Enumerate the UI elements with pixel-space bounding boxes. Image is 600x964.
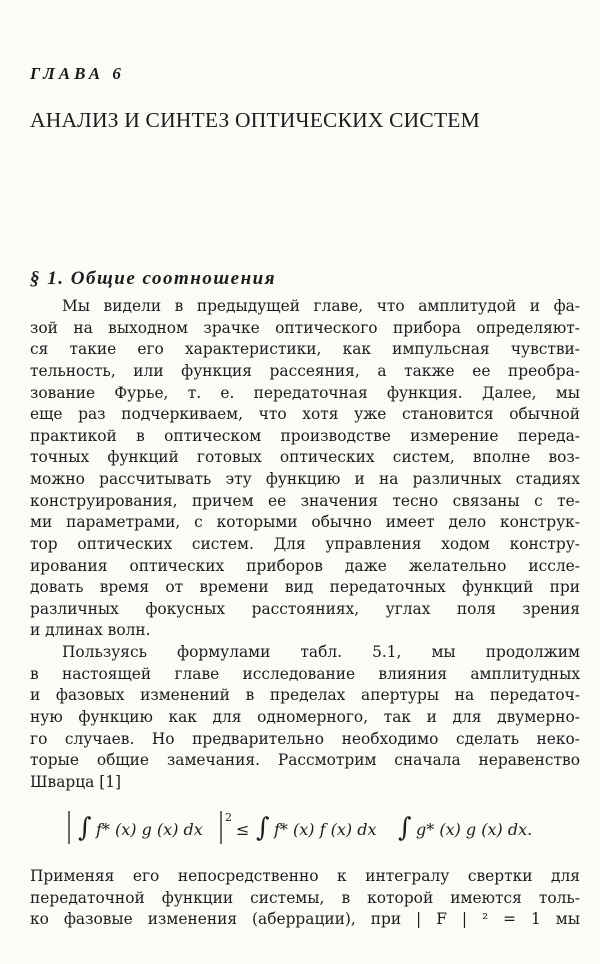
- chapter-title: АНАЛИЗ И СИНТЕЗ ОПТИЧЕСКИХ СИСТЕМ: [30, 108, 480, 132]
- relation-sign: ≤: [236, 820, 250, 839]
- text-line: довать время от времени вид передаточных функций при: [30, 578, 580, 597]
- text-line: ми параметрами, с которыми обычно имеет дело конструк-: [30, 513, 580, 532]
- text-line: в настоящей главе исследование влияния амплитудных: [30, 664, 580, 683]
- section-title: § 1. Общие соотношения: [30, 268, 276, 289]
- text-line: ирования оптических приборов даже желательно иссле-: [30, 556, 580, 575]
- text-line: ную функцию как для одномерного, так и для двумерно-: [30, 707, 580, 726]
- paragraph-2: [30, 642, 580, 793]
- paragraph-3: [30, 866, 580, 931]
- text-line: еще раз подчеркиваем, что хотя уже становится обычной: [30, 405, 580, 424]
- text-line: точных функций готовых оптических систем, вполне воз-: [30, 448, 580, 467]
- text-line: конструирования, причем ее значения тесно связаны с те-: [30, 491, 580, 510]
- text-line: передаточной функции системы, в которой имеются толь-: [30, 888, 580, 907]
- text-line: тор оптических систем. Для управления ходом констру-: [30, 534, 580, 553]
- text-line: торые общие замечания. Рассмотрим сначала неравенство: [30, 751, 580, 770]
- text-line: Применяя его непосредственно к интегралу свертки для: [30, 867, 580, 885]
- text-line: Мы видели в предыдущей главе, что амплитудой и фа-: [62, 297, 580, 315]
- paragraph-1: [30, 296, 580, 642]
- text-line: можно рассчитывать эту функцию и на различных стадиях: [30, 470, 580, 488]
- rhs-integrand-2: g* (x) g (x) dx.: [416, 820, 533, 839]
- integral-sign: ∫: [78, 813, 92, 843]
- exponent: 2: [225, 811, 232, 824]
- text-line: Пользуясь формулами табл. 5.1, мы продолжим: [62, 643, 580, 661]
- text-line: ко фазовые изменения (аберрации), при | F | ² = 1 мы: [30, 910, 580, 929]
- text-line: го случаев. Но предварительно необходимо сделать неко-: [30, 729, 580, 748]
- text-line: ся такие его характеристики, как импульсная чувстви-: [30, 340, 580, 359]
- schwarz-inequality-formula: [0, 808, 600, 848]
- text-line: зование Фурье, т. е. передаточная функция. Далее, мы: [30, 383, 580, 402]
- text-line: Шварца [1]: [30, 772, 122, 791]
- text-line: и длинах волн.: [30, 621, 151, 640]
- text-line: практикой в оптическом производстве измерение переда-: [30, 426, 580, 445]
- chapter-label: ГЛАВА 6: [30, 64, 125, 83]
- integral-sign: ∫: [398, 813, 412, 843]
- text-line: зой на выходном зрачке оптического прибора определяют-: [30, 318, 580, 337]
- text-line: различных фокусных расстояниях, углах поля зрения: [30, 599, 580, 618]
- integral-sign: ∫: [256, 813, 270, 843]
- rhs-integrand-1: f* (x) f (x) dx: [274, 820, 377, 839]
- text-line: и фазовых изменений в пределах апертуры на передаточ-: [30, 686, 580, 705]
- lhs-integrand: f* (x) g (x) dx: [96, 820, 203, 839]
- text-line: тельность, или функция рассеяния, а также ее преобра-: [30, 361, 580, 380]
